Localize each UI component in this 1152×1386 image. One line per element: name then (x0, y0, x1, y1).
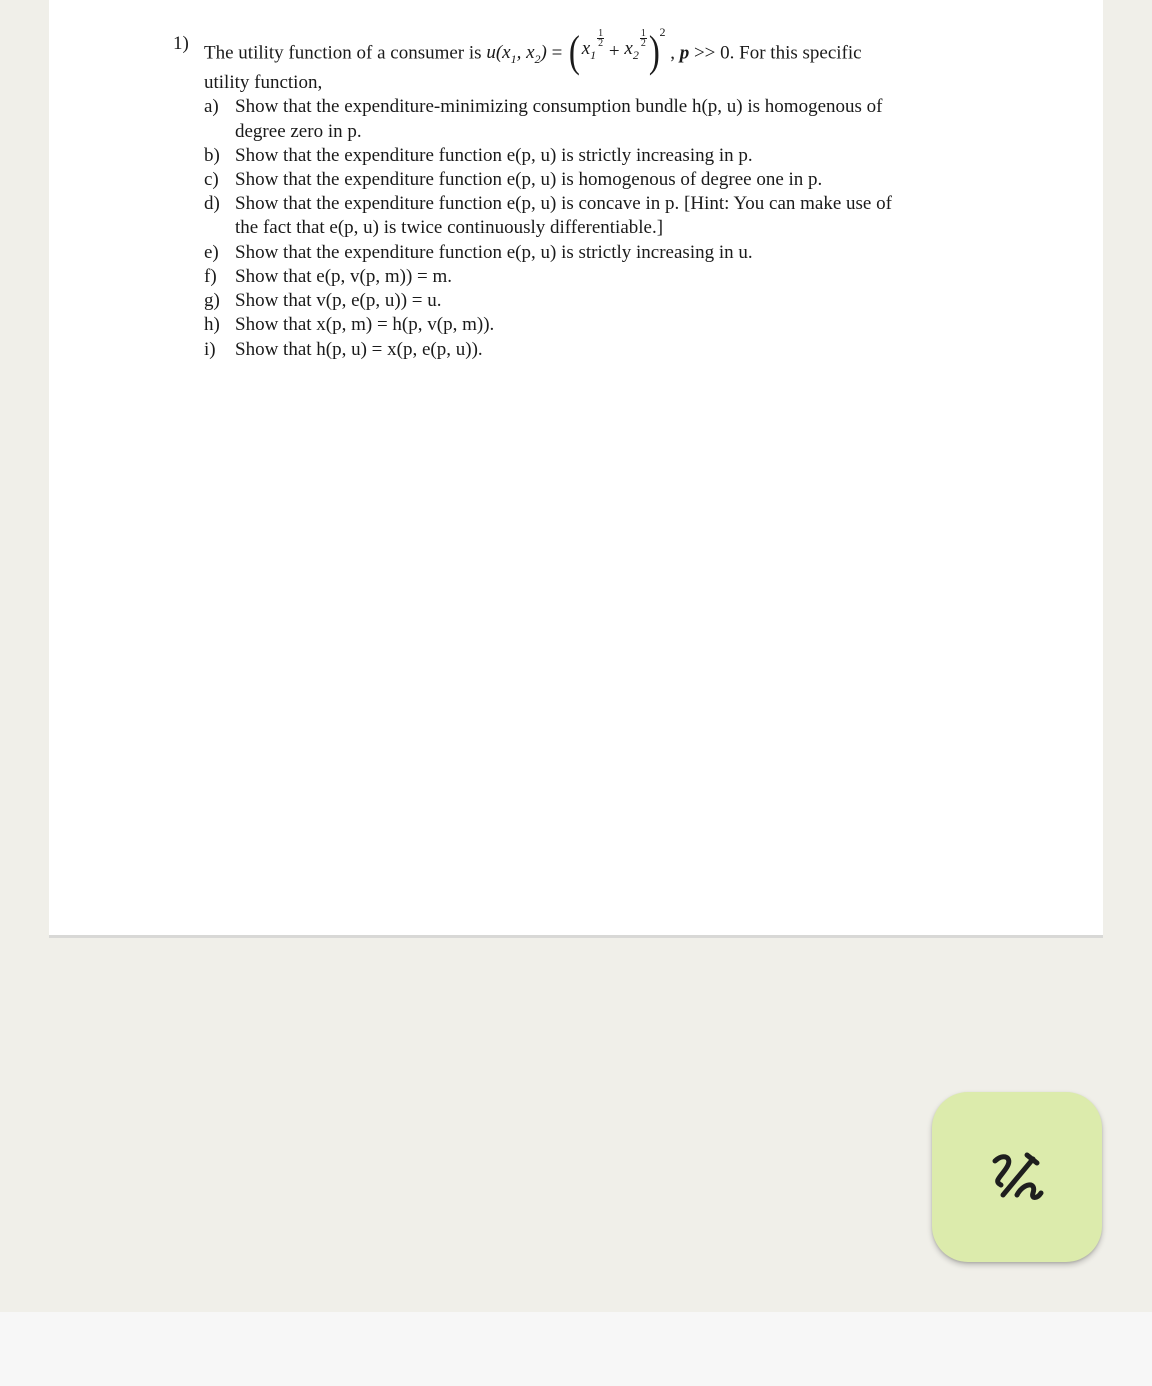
part-a-label: a) (204, 96, 219, 117)
question-number: 1) (173, 33, 189, 54)
part-g-label: g) (204, 290, 220, 311)
question-intro-text: The utility function of a consumer is (204, 42, 482, 64)
part-g-text: Show that v(p, e(p, u)) = u. (235, 290, 442, 311)
part-f-label: f) (204, 266, 217, 287)
bottom-bar (0, 1312, 1152, 1386)
part-a-text: Show that the expenditure-minimizing consumption bundle h(p, u) is homogenous of (235, 96, 883, 117)
part-d-label: d) (204, 193, 220, 214)
part-e-label: e) (204, 242, 219, 263)
part-a-text-2: degree zero in p. (235, 121, 362, 142)
part-e-text: Show that the expenditure function e(p, u) is strictly increasing in u. (235, 242, 753, 263)
pen-scribble-icon (987, 1147, 1047, 1207)
part-b-text: Show that the expenditure function e(p, u) is strictly increasing in p. (235, 145, 753, 166)
part-d-text: Show that the expenditure function e(p, u) is concave in p. [Hint: You can make use of (235, 193, 892, 214)
part-i-text: Show that h(p, u) = x(p, e(p, u)). (235, 339, 483, 360)
question-intro-line2: utility function, (204, 72, 323, 93)
part-c-text: Show that the expenditure function e(p, u) is homogenous of degree one in p. (235, 169, 823, 190)
question-intro: The utility function of a consumer is $u(x_1$, $x_2$) = ( $x_1$ $\frac{1}{2}$ + $x_2$ $\frac{1}{2}$ ) 2 , p >> 0. For this specific (204, 25, 862, 76)
part-c-label: c) (204, 169, 219, 190)
part-b-label: b) (204, 145, 220, 166)
part-h-text: Show that x(p, m) = h(p, v(p, m)). (235, 314, 495, 335)
part-d-text-2: the fact that e(p, u) is twice continuously differentiable.] (235, 217, 664, 238)
annotate-fab-button[interactable] (932, 1092, 1102, 1262)
document-page (49, 0, 1103, 938)
utility-formula: ( $x_1$ $\frac{1}{2}$ + $x_2$ $\frac{1}{2}$ ) 2 (568, 25, 666, 76)
part-h-label: h) (204, 314, 220, 335)
part-f-text: Show that e(p, v(p, m)) = m. (235, 266, 453, 287)
part-i-label: i) (204, 339, 216, 360)
